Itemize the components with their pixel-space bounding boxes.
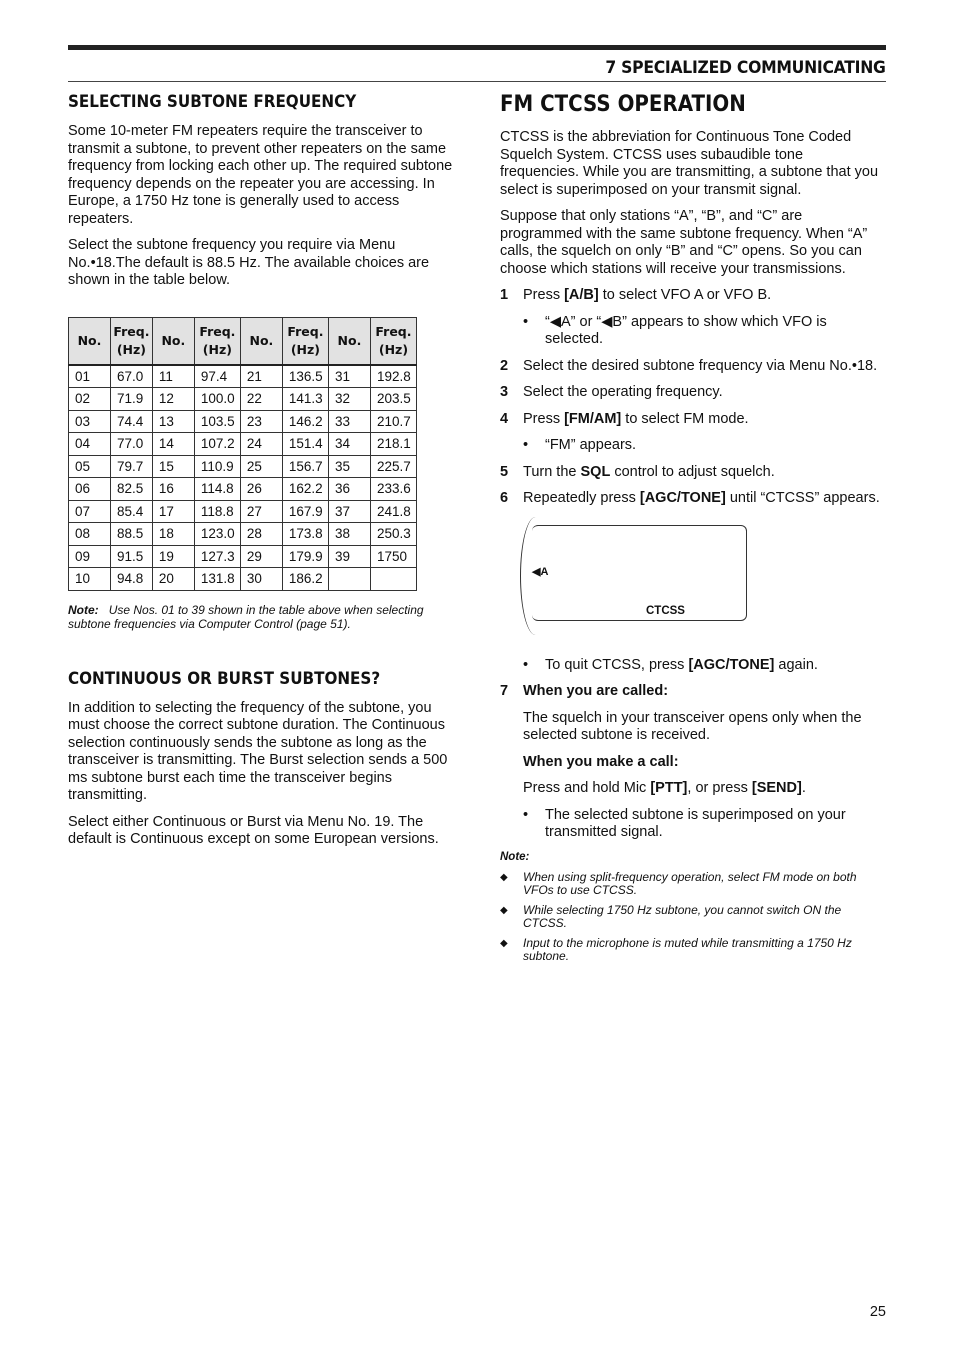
table-body (69, 365, 417, 591)
bullet-text: “FM” appears. (545, 437, 637, 453)
table-cell-frequency: 82.5 (111, 478, 153, 501)
step-number: 6 (500, 490, 509, 506)
step-text-part: to select VFO A or VFO B. (598, 287, 772, 303)
diamond-bullet-icon: ◆ (500, 871, 508, 883)
table-cell-frequency: 107.2 (194, 433, 240, 456)
table-cell-frequency: 203.5 (370, 388, 416, 411)
table-cell-frequency: 136.5 (282, 365, 328, 388)
diamond-bullet-icon: ◆ (500, 937, 508, 949)
table-cell-number: 36 (328, 478, 370, 501)
quit-bullet (523, 657, 886, 675)
paragraph: Some 10-meter FM repeaters require the transceiver to transmit a subtone, to prevent other repeaters on the same frequency from locking each other up. The required subtone frequency depends on the repeater you are accessing. In Europe, a 1750 Hz tone is generally used to access repeaters. (68, 123, 453, 227)
table-cell-frequency: 100.0 (194, 388, 240, 411)
step-text: When you are called: (523, 683, 669, 699)
bullet-dot: • (523, 656, 529, 673)
table-cell-frequency: 173.8 (282, 523, 328, 546)
key-label: [AGC/TONE] (639, 490, 726, 506)
table-cell-number: 28 (240, 523, 282, 546)
table-cell-number: 22 (240, 388, 282, 411)
table-cell-frequency: 88.5 (111, 523, 153, 546)
step-number: 3 (500, 384, 509, 400)
bullet-text-part: To quit CTCSS, press (545, 656, 689, 673)
subheading-text: When you make a call: (523, 753, 679, 770)
table-header: No. (152, 317, 194, 365)
step-text (523, 287, 771, 305)
step-4-bullet (523, 437, 886, 455)
table-cell-frequency: 85.4 (111, 500, 153, 523)
note-text: Use Nos. 01 to 39 shown in the table above when selecting subtone frequencies via Computer Control (page 51). (68, 602, 424, 631)
section-title-subtone-frequency: SELECTING SUBTONE FREQUENCY (68, 92, 357, 111)
table-cell-frequency: 74.4 (111, 410, 153, 433)
section-title-continuous-burst: CONTINUOUS OR BURST SUBTONES? (68, 668, 381, 688)
key-label: [AGC/TONE] (688, 656, 775, 673)
paragraph: Suppose that only stations “A”, “B”, and “C” are programmed with the same subtone frequency. When “A” calls, the squelch on only “B” and “C” opens. So you can choose which stations will receive your transmissions. (500, 208, 868, 277)
table-cell-frequency: 192.8 (370, 365, 416, 388)
bullet-text: The selected subtone is superimposed on your transmitted signal. (545, 806, 846, 840)
table-cell-number: 35 (328, 455, 370, 478)
table-header: Freq. (Hz) (111, 317, 153, 365)
table-cell-frequency: 233.6 (370, 478, 416, 501)
table-header: No. (69, 317, 111, 365)
table-cell-number: 09 (69, 545, 111, 568)
table-cell-number: 16 (152, 478, 194, 501)
step-1-bullet (523, 314, 886, 349)
table-cell-number: 20 (152, 568, 194, 591)
table-cell-number: 31 (328, 365, 370, 388)
bullet-text: “◀A” or “◀B” appears to show which VFO is selected. (545, 313, 827, 347)
table-cell-number: 13 (152, 410, 194, 433)
paragraph: In addition to selecting the frequency of the subtone, you must choose the correct subtone duration. The Continuous selection continuously sends the subtone as long as the transceiver is transmitting. The Burst selection sends a 500 ms subtone burst each time the transceiver begins transmitting. (68, 699, 448, 803)
table-header: Freq. (Hz) (370, 317, 416, 365)
table-cell-number: 05 (69, 455, 111, 478)
table-cell-number: 34 (328, 433, 370, 456)
table-cell-number: 01 (69, 365, 111, 388)
table-cell-frequency: 71.9 (111, 388, 153, 411)
table-cell-number: 02 (69, 388, 111, 411)
table-cell-frequency: 131.8 (194, 568, 240, 591)
table-cell-number: 26 (240, 478, 282, 501)
page-number: 25 (869, 1304, 886, 1320)
paragraph: CTCSS is the abbreviation for Continuous Tone Coded Squelch System. CTCSS uses subaudible tone frequencies. While you are transmitting, a subtone that you select is superimposed on your transmit signal. (500, 129, 879, 198)
paragraph: Select either Continuous or Burst via Menu No. 19. The default is Continuous except on some European versions. (68, 813, 439, 847)
table-cell-number: 18 (152, 523, 194, 546)
diamond-bullet-icon: ◆ (500, 904, 508, 916)
header-thin-rule (68, 81, 886, 82)
table-header-row (69, 317, 417, 365)
step-7 (500, 683, 886, 701)
table-cell-frequency (370, 568, 416, 591)
table-cell-number: 17 (152, 500, 194, 523)
table-cell-frequency: 156.7 (282, 455, 328, 478)
step-number: 2 (500, 357, 509, 374)
lcd-frame (532, 525, 747, 621)
make-call-bullet (523, 807, 886, 842)
bullet-dot: • (523, 313, 529, 330)
table-cell-number: 21 (240, 365, 282, 388)
step-number: 1 (500, 287, 509, 303)
table-cell-frequency: 94.8 (111, 568, 153, 591)
table-cell-number: 08 (69, 523, 111, 546)
table-cell-number: 11 (152, 365, 194, 388)
key-label: [A/B] (564, 287, 599, 303)
table-cell-number: 23 (240, 410, 282, 433)
note-item (500, 937, 886, 964)
table-cell-frequency: 110.9 (194, 455, 240, 478)
table-cell-frequency: 91.5 (111, 545, 153, 568)
text-part: . (801, 780, 806, 796)
table-row (69, 365, 417, 388)
table-cell-frequency: 118.8 (194, 500, 240, 523)
table-row (69, 478, 417, 501)
table-row (69, 523, 417, 546)
step-text-part: until “CTCSS” appears. (725, 490, 880, 506)
table-cell-number: 27 (240, 500, 282, 523)
table-cell-number: 37 (328, 500, 370, 523)
table-row (69, 455, 417, 478)
table-cell-frequency: 114.8 (194, 478, 240, 501)
step-1 (500, 287, 886, 305)
key-label: [FM/AM] (564, 410, 622, 427)
paragraph: Select the subtone frequency you require via Menu No.•18.The default is 88.5 Hz. The available choices are shown in the table below. (68, 237, 430, 288)
note-label: Note: (68, 602, 99, 617)
table-cell-number: 39 (328, 545, 370, 568)
step-text-part: Press (523, 410, 565, 427)
table-cell-number: 04 (69, 433, 111, 456)
lcd-display-illustration (520, 517, 768, 635)
table-cell-frequency: 79.7 (111, 455, 153, 478)
key-label: [PTT] (650, 780, 688, 796)
bullet-text (545, 657, 818, 675)
subtone-frequency-table (68, 317, 417, 591)
left-column (68, 92, 454, 858)
table-cell-frequency: 146.2 (282, 410, 328, 433)
note-item (500, 871, 886, 898)
table-cell-frequency: 1750 (370, 545, 416, 568)
table-cell-frequency: 123.0 (194, 523, 240, 546)
step-text-part: Repeatedly press (523, 490, 640, 506)
table-cell-frequency: 186.2 (282, 568, 328, 591)
table-cell-number: 10 (69, 568, 111, 591)
table-header: Freq. (Hz) (194, 317, 240, 365)
text-part: , or press (687, 780, 752, 796)
step-4 (500, 411, 886, 429)
step-text: Select the operating frequency. (523, 384, 723, 400)
table-cell-frequency: 151.4 (282, 433, 328, 456)
step-text-part: to select FM mode. (621, 410, 749, 427)
table-cell-frequency: 97.4 (194, 365, 240, 388)
paragraph (523, 780, 886, 798)
step-text: Select the desired subtone frequency via Menu No.•18. (523, 357, 878, 374)
key-label: [SEND] (751, 780, 802, 796)
subheading (523, 754, 886, 772)
table-cell-number: 07 (69, 500, 111, 523)
bullet-dot: • (523, 806, 529, 823)
step-6 (500, 490, 886, 508)
step-5 (500, 464, 886, 482)
table-cell-frequency: 210.7 (370, 410, 416, 433)
table-cell-number: 25 (240, 455, 282, 478)
table-cell-number: 38 (328, 523, 370, 546)
step-2 (500, 358, 886, 376)
note-text: While selecting 1750 Hz subtone, you cannot switch ON the CTCSS. (523, 902, 842, 930)
table-cell-frequency: 162.2 (282, 478, 328, 501)
step-number: 7 (500, 683, 509, 699)
chapter-title: 7 SPECIALIZED COMMUNICATING (605, 58, 886, 78)
section-title-fm-ctcss: FM CTCSS OPERATION (500, 92, 746, 117)
table-cell-frequency: 179.9 (282, 545, 328, 568)
table-cell-frequency: 250.3 (370, 523, 416, 546)
table-row (69, 410, 417, 433)
step-text-part: Turn the (523, 463, 581, 480)
table-row (69, 388, 417, 411)
table-cell-number: 32 (328, 388, 370, 411)
table-note (68, 603, 454, 631)
table-cell-number (328, 568, 370, 591)
table-cell-frequency: 103.5 (194, 410, 240, 433)
table-cell-frequency: 218.1 (370, 433, 416, 456)
step-3 (500, 384, 886, 402)
table-cell-number: 15 (152, 455, 194, 478)
step-text-part: Press (523, 287, 565, 303)
lcd-vfo-indicator: ◀A (532, 565, 549, 578)
table-cell-frequency: 127.3 (194, 545, 240, 568)
step-number: 4 (500, 410, 509, 427)
header-thick-rule (68, 45, 886, 50)
step-text-part: control to adjust squelch. (610, 463, 775, 480)
table-cell-number: 12 (152, 388, 194, 411)
step-number: 5 (500, 463, 509, 480)
table-cell-frequency: 67.0 (111, 365, 153, 388)
table-row (69, 568, 417, 591)
note-item (500, 904, 886, 931)
key-label: SQL (580, 463, 611, 480)
table-cell-number: 24 (240, 433, 282, 456)
text-part: Press and hold Mic (523, 780, 651, 796)
step-text (523, 490, 880, 508)
bullet-text-part: again. (774, 656, 818, 673)
table-row (69, 545, 417, 568)
table-row (69, 500, 417, 523)
table-cell-frequency: 167.9 (282, 500, 328, 523)
right-column (500, 92, 886, 970)
table-cell-number: 06 (69, 478, 111, 501)
bullet-dot: • (523, 437, 529, 453)
table-header: No. (328, 317, 370, 365)
table-cell-number: 19 (152, 545, 194, 568)
lcd-ctcss-indicator: CTCSS (646, 604, 685, 617)
table-row (69, 433, 417, 456)
table-cell-frequency: 225.7 (370, 455, 416, 478)
notes-title: Note: (500, 850, 530, 863)
table-cell-number: 33 (328, 410, 370, 433)
table-cell-frequency: 77.0 (111, 433, 153, 456)
table-cell-frequency: 141.3 (282, 388, 328, 411)
note-text: When using split-frequency operation, select FM mode on both VFOs to use CTCSS. (523, 869, 857, 897)
table-cell-number: 30 (240, 568, 282, 591)
table-cell-number: 14 (152, 433, 194, 456)
table-cell-number: 03 (69, 410, 111, 433)
table-cell-number: 29 (240, 545, 282, 568)
table-header: Freq. (Hz) (282, 317, 328, 365)
note-text: Input to the microphone is muted while transmitting a 1750 Hz subtone. (523, 935, 852, 963)
step-text (523, 464, 775, 482)
table-header: No. (240, 317, 282, 365)
paragraph: The squelch in your transceiver opens only when the selected subtone is received. (523, 709, 862, 743)
table-cell-frequency: 241.8 (370, 500, 416, 523)
step-text (523, 411, 749, 429)
